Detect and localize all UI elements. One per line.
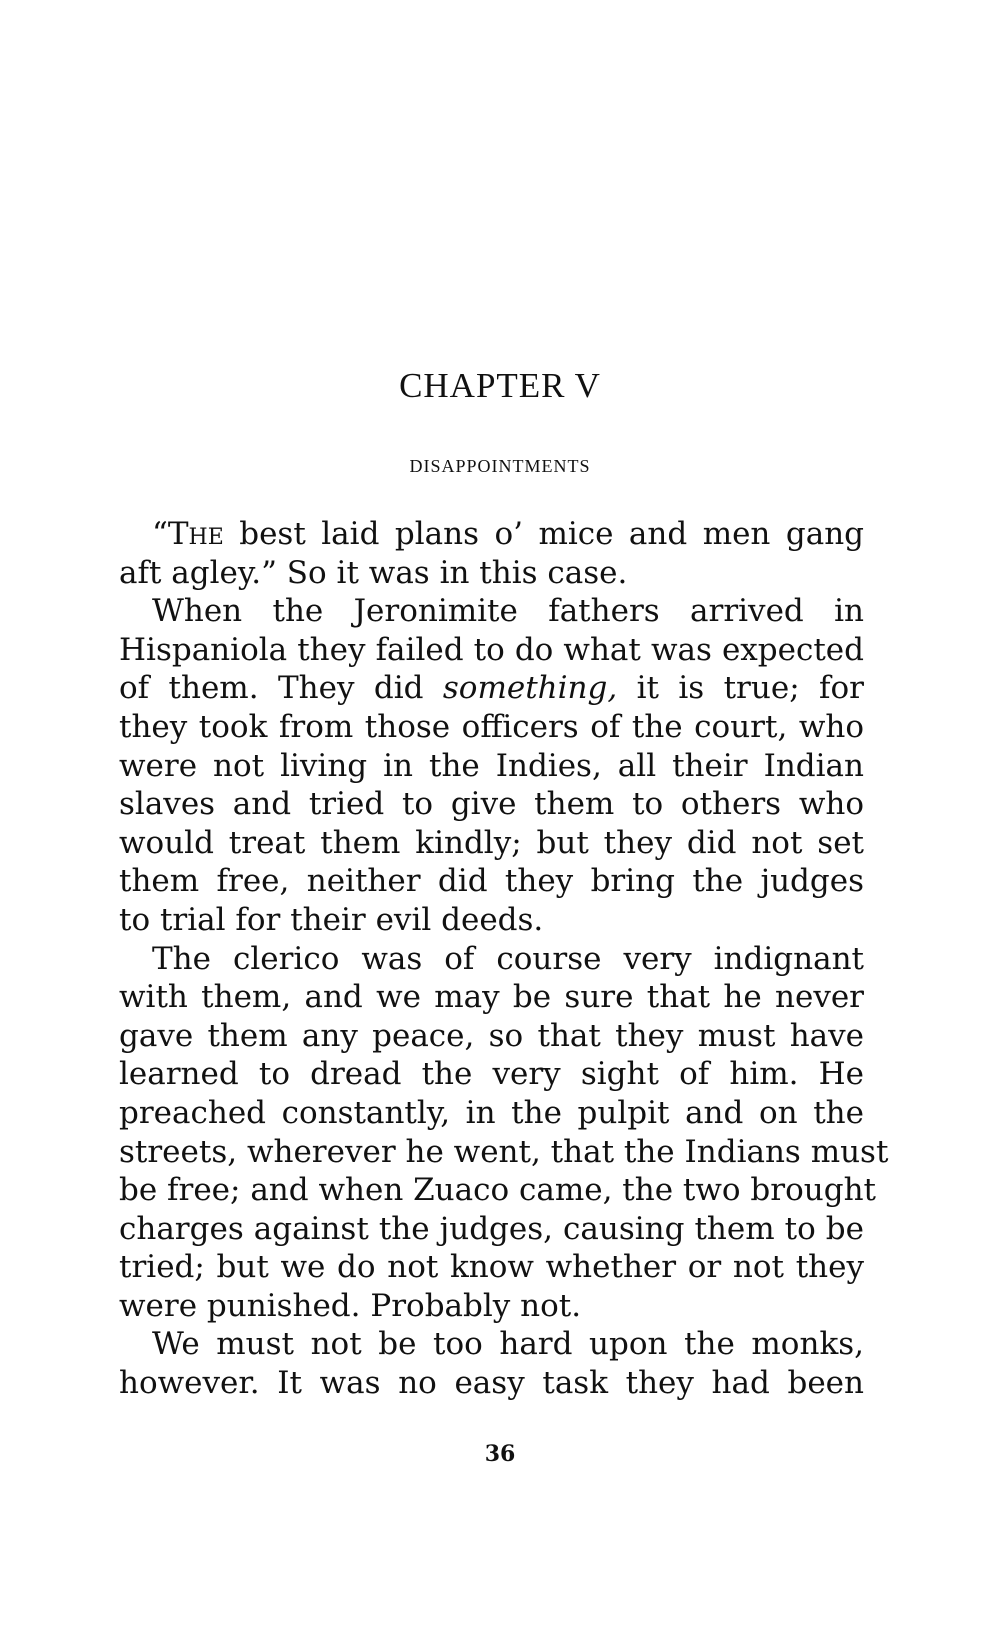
paragraph-2-line-9: to trial for their evil deeds. [119,901,544,938]
paragraph-2-line-3-after: it is true; for [617,670,864,707]
paragraph-2-line-4: they took from those officers of the court, who [119,708,864,745]
paragraph-3-line-2: with them, and we may be sure that he never [119,979,864,1016]
paragraph-2-line-1: When the Jeronimite fathers arrived in [152,593,864,630]
paragraph-2-line-3-before: of them. They did [119,670,443,707]
paragraph-2-line-6: slaves and tried to give them to others who [119,786,864,823]
paragraph-3-line-4: learned to dread the very sight of him. He [119,1056,864,1093]
open-quote: “ [152,516,168,552]
paragraph-2-line-3 [119,669,864,708]
chapter-heading: CHAPTER V [399,366,601,405]
paragraph-4-line-2: however. It was no easy task they had been [119,1365,864,1402]
paragraph-2-line-5: were not living in the Indies, all their Indian [119,747,864,784]
small-caps-word: The [167,516,224,552]
paragraph-2-line-8: them free, neither did they bring the judges [119,863,864,900]
paragraph-1-line-1 [119,515,864,554]
paragraph-3-line-9: tried; but we do not know whether or not they [119,1249,864,1286]
paragraph-3-line-3: gave them any peace, so that they must have [119,1017,864,1054]
paragraph-1-line-2: aft agley.” So it was in this case. [119,554,628,591]
body-text [119,515,889,1403]
paragraph-1-line-1-rest: best laid plans o’ mice and men gang [223,516,864,552]
paragraph-3-line-6: streets, wherever he went, that the Indians must [119,1133,889,1170]
page-number: 36 [484,1441,516,1467]
paragraph-2-line-7: would treat them kindly; but they did not set [119,824,864,861]
italic-word: something, [442,670,618,707]
paragraph-2-line-2: Hispaniola they failed to do what was expected [119,631,864,668]
paragraph-4-line-1: We must not be too hard upon the monks, [152,1326,864,1363]
paragraph-3-line-8: charges against the judges, causing them to be [119,1210,864,1247]
paragraph-3-line-1: The clerico was of course very indignant [152,940,864,977]
paragraph-3-line-10: were punished. Probably not. [119,1287,582,1324]
paragraph-3-line-5: preached constantly, in the pulpit and on the [119,1094,864,1131]
paragraph-3-line-7: be free; and when Zuaco came, the two brought [119,1172,876,1209]
chapter-subtitle: DISAPPOINTMENTS [409,456,591,476]
